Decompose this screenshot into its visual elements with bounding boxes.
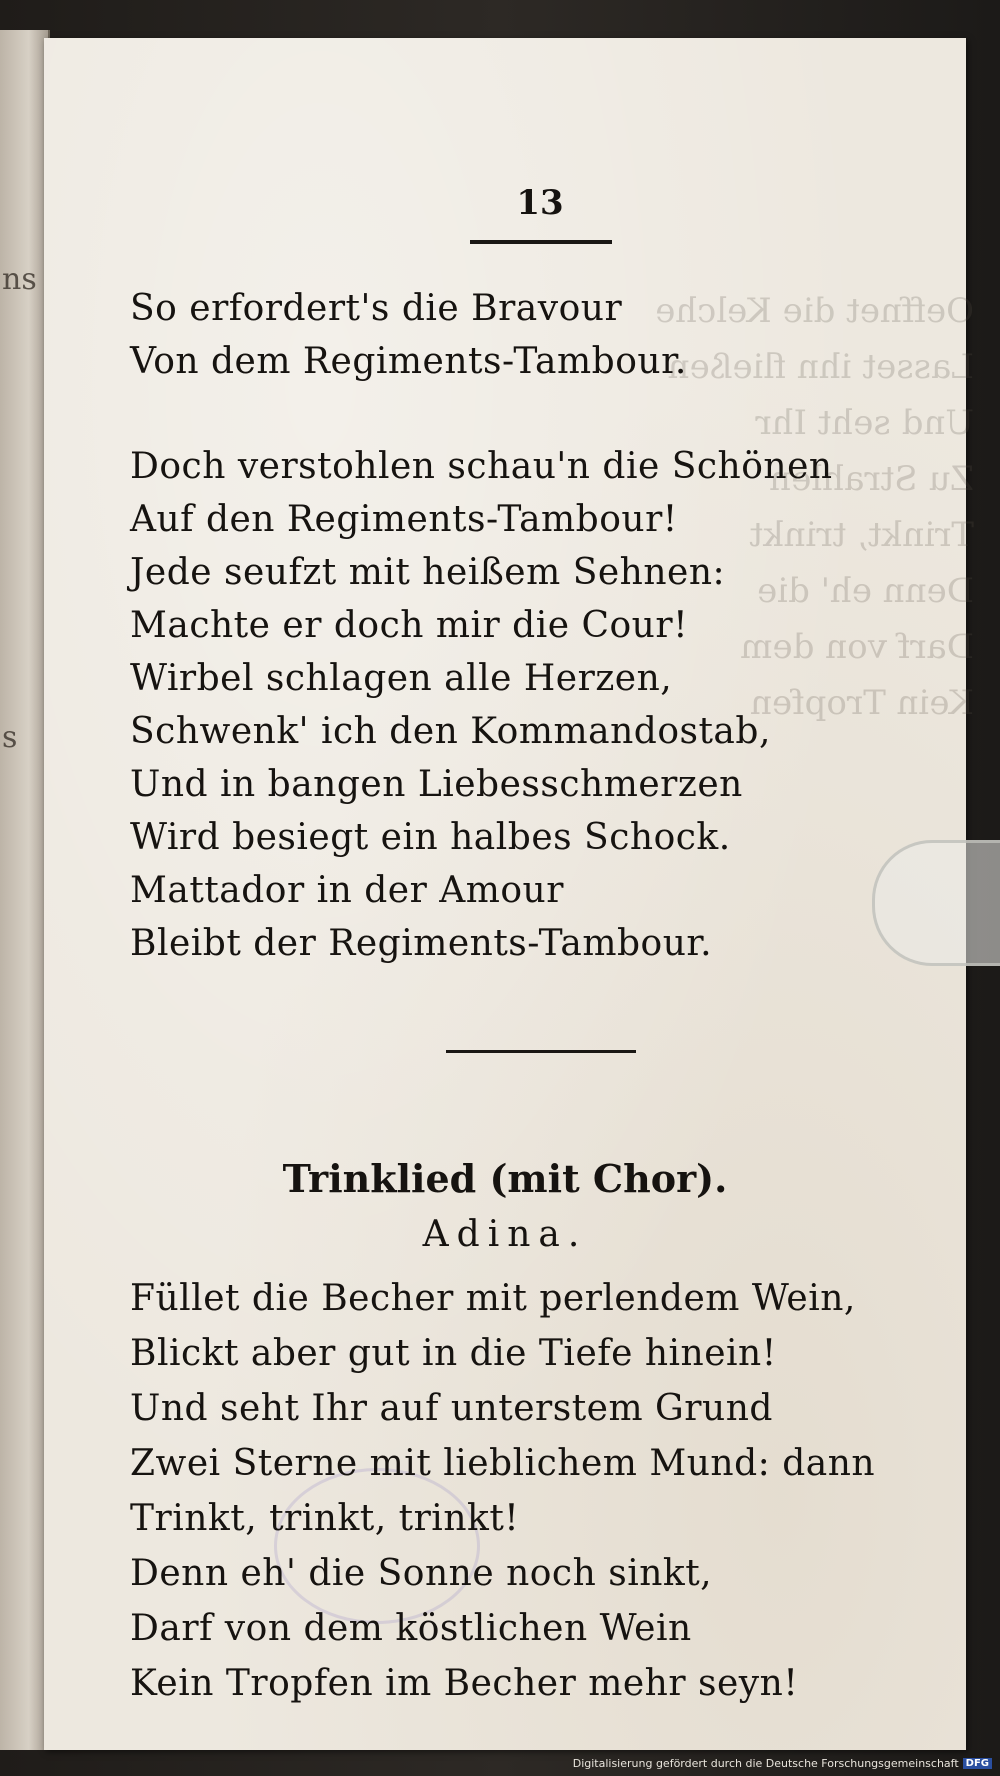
page-clip [872,840,1000,966]
verse-line: Darf von dem köstlichen Wein [130,1608,692,1649]
verse-line: Und seht Ihr auf unterstem Grund [130,1388,773,1429]
library-stamp [274,1468,480,1624]
verse-line: Wird besiegt ein halbes Schock. [130,817,731,858]
verse-line: Blickt aber gut in die Tiefe hinein! [130,1333,777,1374]
show-through-text: Oeffnet die Kelche Lasset ihn fließen Und seht Ihr Zu Strahlen Trinkt, trinkt Denn eh' die Darf von dem Kein Tropfen [655,291,974,723]
verse-line: Auf den Regiments-Tambour! [130,499,678,540]
verse-line: Wirbel schlagen alle Herzen, [130,658,673,699]
dfg-logo-icon: DFG [963,1758,992,1769]
section-divider [446,1050,636,1053]
speaker-name: Adina. [422,1214,588,1255]
facing-page-fragment: s [2,720,18,755]
verse-line: Und in bangen Liebesschmerzen [130,764,743,805]
song-title: Trinklied (mit Chor). [282,1156,728,1201]
footer-credit [573,1757,992,1770]
footer-text: Digitalisierung gefördert durch die Deutsche Forschungsgemeinschaft [572,1757,959,1770]
verse-line: Kein Tropfen im Becher mehr seyn! [130,1663,799,1704]
verse-line: Zwei Sterne mit lieblichem Mund: dann [130,1443,876,1484]
page-number: 13 [516,183,564,223]
facing-page-edge [0,30,50,1750]
verse-line: Trinkt, trinkt, trinkt! [130,1498,520,1539]
verse-line: Schwenk' ich den Kommandostab, [130,711,771,752]
verse-line: Doch verstohlen schau'n die Schönen [130,446,833,487]
book-page [44,38,974,1750]
verse-line: Machte er doch mir die Cour! [130,605,689,646]
verse-line: Von dem Regiments-Tambour. [130,341,687,382]
verse-line: So erfordert's die Bravour [130,288,623,329]
verse-line: Bleibt der Regiments-Tambour. [130,923,713,964]
verse-line: Denn eh' die Sonne noch sinkt, [130,1553,713,1594]
verse-line: Füllet die Becher mit perlendem Wein, [130,1278,856,1319]
verse-line: Jede seufzt mit heißem Sehnen: [130,552,726,593]
verse-line: Mattador in der Amour [130,870,564,911]
facing-page-fragment: ns [2,262,37,297]
header-rule [470,240,612,244]
